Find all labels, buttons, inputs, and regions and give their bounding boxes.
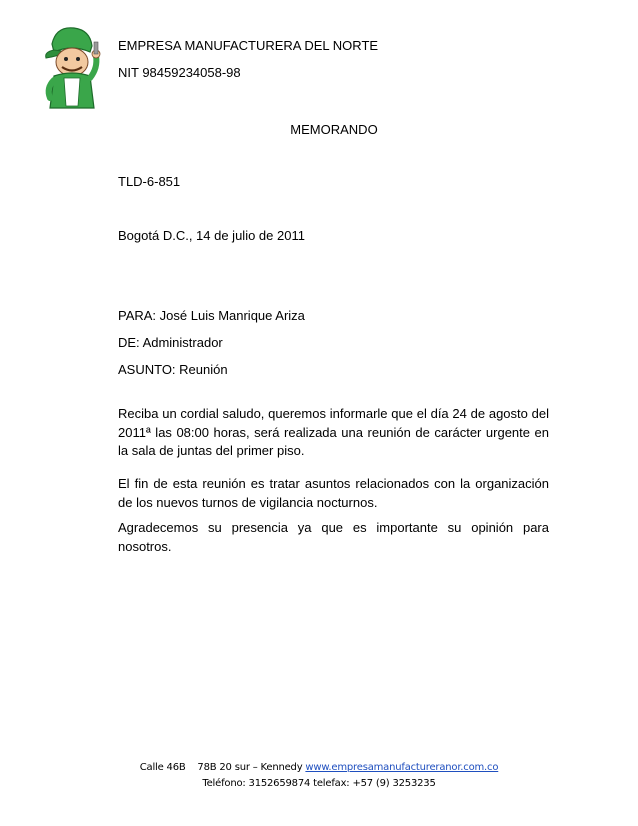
memo-reference: TLD-6-851 [118,174,181,189]
footer-address-line [0,761,638,775]
body-paragraph-1: Reciba un cordial saludo, queremos informarle que el día 24 de agosto del 2011ª las 08:00 horas, será realizada una reunión de carácter urgente en la sala de juntas del primer piso. [118,406,549,458]
company-name: EMPRESA MANUFACTURERA DEL NORTE [118,38,379,53]
footer-website-link[interactable]: www.empresamanufactureranor.com.co [305,762,499,773]
memo-subject: ASUNTO: Reunión [118,362,228,377]
footer-phones: Teléfono: 3152659874 telefax: +57 (9) 3253235 [202,778,436,789]
body-paragraph-3: Agradecemos su presencia ya que es importante su opinión para nosotros. [118,520,549,554]
footer-address: Calle 46B 78B 20 sur – Kennedy [139,762,303,773]
body-paragraph-2: El fin de esta reunión es tratar asuntos relacionados con la organización de los nuevos turnos de vigilancia nocturnos. [118,476,549,510]
memo-to: PARA: José Luis Manrique Ariza [118,308,305,323]
company-nit: NIT 98459234058-98 [118,65,241,80]
mascot-logo-icon [40,22,102,112]
memo-date: Bogotá D.C., 14 de julio de 2011 [118,228,305,243]
memo-from: DE: Administrador [118,335,223,350]
memo-title: MEMORANDO [290,122,378,137]
